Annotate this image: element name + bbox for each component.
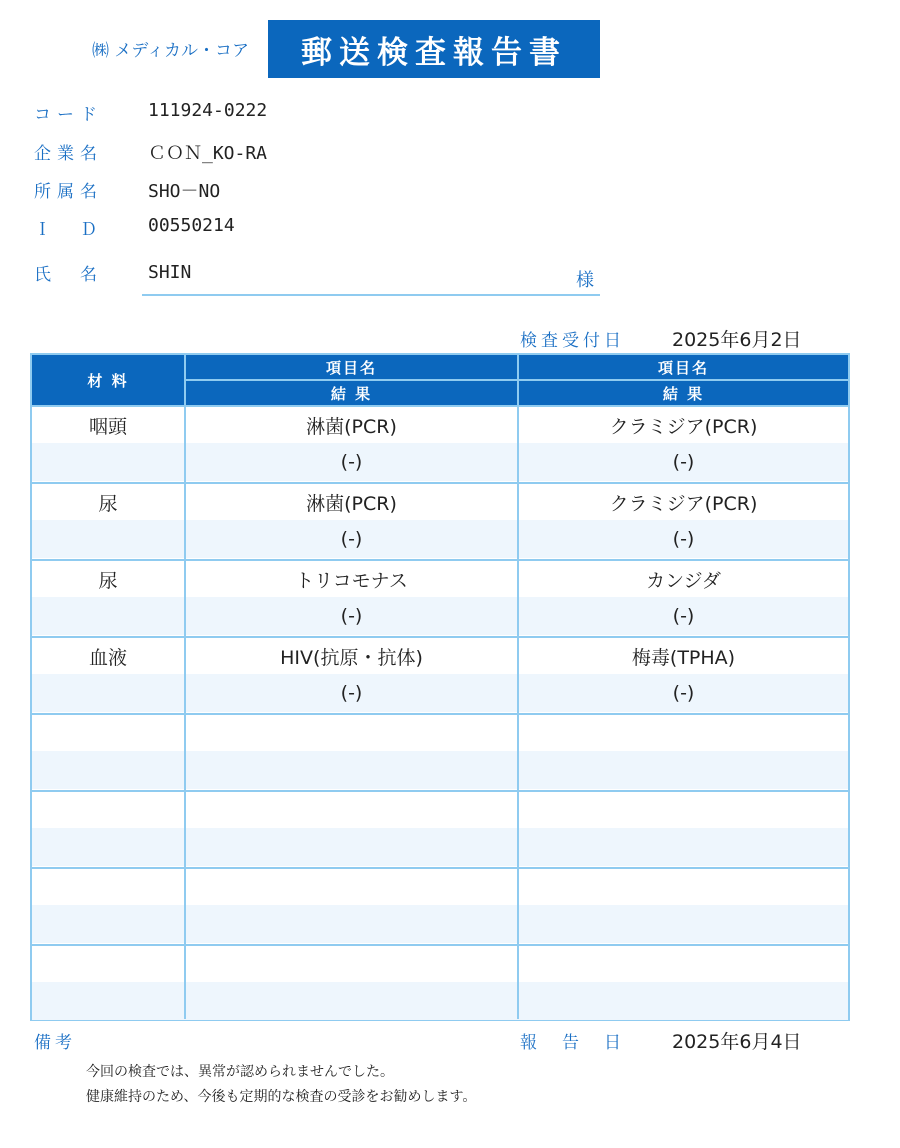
material-cell: 血液 [88, 646, 127, 669]
header-result-2: 結 果 [519, 381, 848, 405]
item-cell: クラミジア(PCR) [609, 492, 758, 515]
item-cell: 淋菌(PCR) [306, 492, 397, 515]
company-label: 企業名 [34, 144, 103, 164]
code-label: コード [34, 105, 103, 125]
name-underline [142, 294, 600, 296]
header-result-1: 結 果 [186, 381, 517, 405]
honorific: 様 [576, 270, 594, 291]
receipt-date: 2025年6月2日 [672, 329, 802, 351]
result-cell: (-) [672, 528, 695, 550]
receipt-date-label: 検査受付日 [520, 331, 625, 351]
result-cell: (-) [672, 605, 695, 627]
remark-line-2: 健康維持のため、今後も定期的な検査の受診をお勧めします。 [86, 1089, 477, 1105]
row-divider [32, 790, 848, 792]
header-material: 材 料 [32, 355, 184, 405]
report-title: 郵送検査報告書 [268, 20, 600, 78]
code-value: 111924-0222 [148, 100, 268, 121]
name-value: SHIN [148, 262, 192, 283]
result-cell: (-) [672, 682, 695, 704]
header-item-1: 項目名 [186, 355, 517, 379]
item-cell: 梅毒(TPHA) [631, 646, 736, 669]
name-label: 氏 名 [34, 265, 103, 285]
id-label: Ｉ Ｄ [34, 220, 103, 240]
department-value: SHO－NO [148, 181, 221, 202]
remark-line-1: 今回の検査では、異常が認められませんでした。 [86, 1064, 394, 1080]
header-divider [184, 379, 850, 381]
item-cell: HIV(抗原・抗体) [280, 646, 423, 669]
row-shade [32, 982, 848, 1020]
header-item-2: 項目名 [519, 355, 848, 379]
remarks-label: 備考 [34, 1033, 76, 1053]
report-date: 2025年6月4日 [672, 1031, 802, 1053]
material-cell: 咽頭 [88, 415, 127, 438]
item-cell: クラミジア(PCR) [609, 415, 758, 438]
item-cell: トリコモナス [295, 569, 408, 592]
item-cell: 淋菌(PCR) [306, 415, 397, 438]
report-date-label: 報 告 日 [520, 1033, 625, 1053]
result-cell: (-) [340, 682, 363, 704]
material-cell: 尿 [98, 569, 118, 592]
row-divider [32, 713, 848, 715]
result-cell: (-) [672, 451, 695, 473]
row-shade [32, 905, 848, 943]
id-value: 00550214 [148, 215, 235, 236]
company-name: ㈱ メディカル・コア [92, 41, 250, 61]
result-cell: (-) [340, 605, 363, 627]
company-value: ＣＯＮ_KO-RA [148, 143, 268, 164]
row-shade [32, 751, 848, 789]
row-divider [32, 867, 848, 869]
result-cell: (-) [340, 528, 363, 550]
row-divider [32, 944, 848, 946]
row-shade [32, 828, 848, 866]
results-table [30, 353, 850, 1021]
result-cell: (-) [340, 451, 363, 473]
item-cell: カンジダ [646, 569, 721, 592]
material-cell: 尿 [98, 492, 118, 515]
department-label: 所属名 [34, 182, 103, 202]
